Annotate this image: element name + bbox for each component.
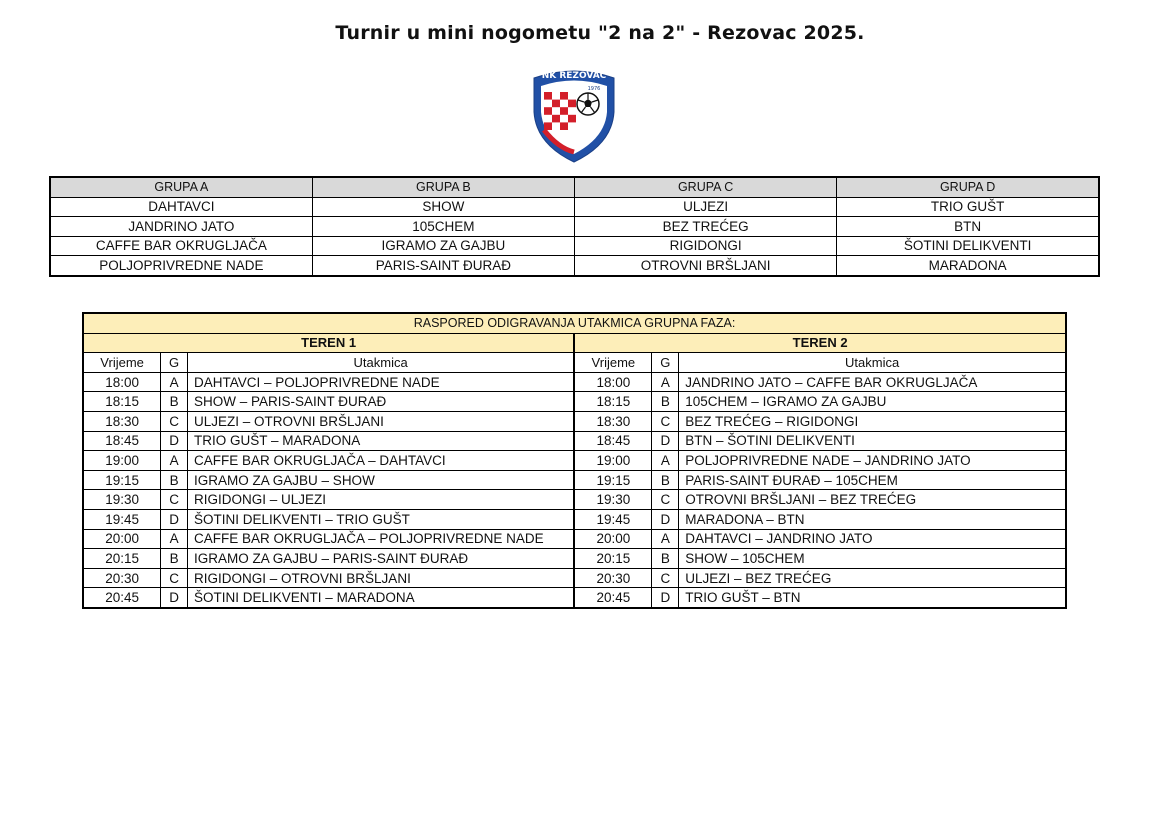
match-pairing-cell: BTN – ŠOTINI DELIKVENTI (679, 431, 1066, 451)
match-time-cell: 19:15 (574, 470, 652, 490)
match-time-cell: 18:15 (83, 392, 161, 412)
club-crest-svg (528, 62, 620, 164)
team-name-cell: POLJOPRIVREDNE NADE (50, 256, 312, 276)
club-name-logo-text: NK REZOVAC (541, 71, 607, 81)
groups-row (50, 236, 1099, 256)
team-name-cell: MARADONA (837, 256, 1099, 276)
match-time-cell: 20:00 (574, 529, 652, 549)
match-pairing-cell: CAFFE BAR OKRUGLJAČA – POLJOPRIVREDNE NADE (188, 529, 575, 549)
team-name-cell: CAFFE BAR OKRUGLJAČA (50, 236, 312, 256)
match-pairing-cell: ULJEZI – BEZ TREĆEG (679, 568, 1066, 588)
match-time-cell: 18:15 (574, 392, 652, 412)
team-name-cell: DAHTAVCI (50, 197, 312, 217)
groups-row (50, 256, 1099, 276)
time-column-header: Vrijeme (83, 353, 161, 373)
match-pairing-cell: IGRAMO ZA GAJBU – PARIS-SAINT ĐURAĐ (188, 549, 575, 569)
match-group-cell: D (652, 509, 679, 529)
club-year-logo-text: 1976 (587, 86, 601, 92)
match-time-cell: 20:15 (574, 549, 652, 569)
match-group-cell: D (652, 431, 679, 451)
groups-row (50, 217, 1099, 237)
match-group-cell: A (161, 372, 188, 392)
team-name-cell: JANDRINO JATO (50, 217, 312, 237)
teren-1-header: TEREN 1 (83, 333, 574, 353)
groups-header-row (50, 177, 1099, 197)
match-pairing-cell: ŠOTINI DELIKVENTI – MARADONA (188, 588, 575, 608)
schedule-row (83, 549, 1066, 569)
team-name-cell: TRIO GUŠT (837, 197, 1099, 217)
time-column-header: Vrijeme (574, 353, 652, 373)
match-group-cell: B (652, 392, 679, 412)
match-column-header: Utakmica (679, 353, 1066, 373)
group-header: GRUPA D (837, 177, 1099, 197)
match-time-cell: 18:30 (574, 411, 652, 431)
match-pairing-cell: ULJEZI – OTROVNI BRŠLJANI (188, 411, 575, 431)
schedule-row (83, 509, 1066, 529)
match-time-cell: 18:45 (574, 431, 652, 451)
match-pairing-cell: PARIS-SAINT ĐURAĐ – 105CHEM (679, 470, 1066, 490)
match-pairing-cell: DAHTAVCI – JANDRINO JATO (679, 529, 1066, 549)
match-time-cell: 19:00 (574, 451, 652, 471)
group-column-header: G (652, 353, 679, 373)
match-time-cell: 20:30 (574, 568, 652, 588)
match-pairing-cell: ŠOTINI DELIKVENTI – TRIO GUŠT (188, 509, 575, 529)
match-time-cell: 19:00 (83, 451, 161, 471)
match-group-cell: C (652, 568, 679, 588)
match-pairing-cell: SHOW – 105CHEM (679, 549, 1066, 569)
team-name-cell: IGRAMO ZA GAJBU (312, 236, 574, 256)
match-group-cell: A (652, 372, 679, 392)
match-time-cell: 20:30 (83, 568, 161, 588)
match-pairing-cell: TRIO GUŠT – BTN (679, 588, 1066, 608)
match-group-cell: C (161, 490, 188, 510)
match-pairing-cell: BEZ TREĆEG – RIGIDONGI (679, 411, 1066, 431)
club-crest-logo (528, 62, 620, 164)
team-name-cell: ULJEZI (575, 197, 837, 217)
schedule-row (83, 411, 1066, 431)
schedule-caption: RASPORED ODIGRAVANJA UTAKMICA GRUPNA FAZA: (83, 313, 1066, 333)
match-group-cell: D (161, 431, 188, 451)
match-time-cell: 18:00 (574, 372, 652, 392)
match-pairing-cell: IGRAMO ZA GAJBU – SHOW (188, 470, 575, 490)
match-time-cell: 19:45 (83, 509, 161, 529)
match-time-cell: 20:45 (574, 588, 652, 608)
match-group-cell: D (652, 588, 679, 608)
match-pairing-cell: TRIO GUŠT – MARADONA (188, 431, 575, 451)
match-time-cell: 19:45 (574, 509, 652, 529)
match-group-cell: C (652, 490, 679, 510)
schedule-row (83, 451, 1066, 471)
match-pairing-cell: CAFFE BAR OKRUGLJAČA – DAHTAVCI (188, 451, 575, 471)
team-name-cell: RIGIDONGI (575, 236, 837, 256)
match-time-cell: 18:45 (83, 431, 161, 451)
match-group-cell: C (161, 411, 188, 431)
match-group-cell: B (161, 470, 188, 490)
match-time-cell: 20:45 (83, 588, 161, 608)
match-group-cell: A (652, 529, 679, 549)
team-name-cell: 105CHEM (312, 217, 574, 237)
match-pairing-cell: RIGIDONGI – ULJEZI (188, 490, 575, 510)
match-time-cell: 19:15 (83, 470, 161, 490)
match-pairing-cell: OTROVNI BRŠLJANI – BEZ TREĆEG (679, 490, 1066, 510)
match-group-cell: C (652, 411, 679, 431)
match-time-cell: 18:00 (83, 372, 161, 392)
schedule-table (82, 312, 1067, 609)
schedule-row (83, 588, 1066, 608)
football-icon (577, 93, 599, 115)
match-group-cell: A (652, 451, 679, 471)
match-time-cell: 18:30 (83, 411, 161, 431)
match-pairing-cell: JANDRINO JATO – CAFFE BAR OKRUGLJAČA (679, 372, 1066, 392)
match-group-cell: B (652, 549, 679, 569)
group-header: GRUPA A (50, 177, 312, 197)
match-group-cell: B (652, 470, 679, 490)
match-pairing-cell: 105CHEM – IGRAMO ZA GAJBU (679, 392, 1066, 412)
match-group-cell: C (161, 568, 188, 588)
teren-2-header: TEREN 2 (574, 333, 1066, 353)
groups-table (49, 176, 1100, 277)
match-column-header: Utakmica (188, 353, 575, 373)
match-group-cell: A (161, 451, 188, 471)
match-pairing-cell: SHOW – PARIS-SAINT ĐURAĐ (188, 392, 575, 412)
match-pairing-cell: MARADONA – BTN (679, 509, 1066, 529)
groups-row (50, 197, 1099, 217)
team-name-cell: BTN (837, 217, 1099, 237)
team-name-cell: BEZ TREĆEG (575, 217, 837, 237)
match-group-cell: D (161, 509, 188, 529)
group-column-header: G (161, 353, 188, 373)
match-time-cell: 19:30 (83, 490, 161, 510)
team-name-cell: SHOW (312, 197, 574, 217)
schedule-row (83, 392, 1066, 412)
team-name-cell: ŠOTINI DELIKVENTI (837, 236, 1099, 256)
schedule-row (83, 372, 1066, 392)
match-group-cell: B (161, 549, 188, 569)
schedule-row (83, 529, 1066, 549)
checkerboard-icon (544, 92, 576, 130)
schedule-row (83, 470, 1066, 490)
match-pairing-cell: RIGIDONGI – OTROVNI BRŠLJANI (188, 568, 575, 588)
schedule-row (83, 568, 1066, 588)
match-pairing-cell: POLJOPRIVREDNE NADE – JANDRINO JATO (679, 451, 1066, 471)
schedule-body (83, 372, 1066, 608)
schedule-row (83, 431, 1066, 451)
match-group-cell: B (161, 392, 188, 412)
match-pairing-cell: DAHTAVCI – POLJOPRIVREDNE NADE (188, 372, 575, 392)
schedule-row (83, 490, 1066, 510)
match-group-cell: A (161, 529, 188, 549)
groups-body (50, 197, 1099, 276)
team-name-cell: OTROVNI BRŠLJANI (575, 256, 837, 276)
match-time-cell: 20:00 (83, 529, 161, 549)
match-time-cell: 20:15 (83, 549, 161, 569)
page-title: Turnir u mini nogometu "2 na 2" - Rezovac 2025. (335, 22, 865, 44)
team-name-cell: PARIS-SAINT ĐURAĐ (312, 256, 574, 276)
match-time-cell: 19:30 (574, 490, 652, 510)
group-header: GRUPA C (575, 177, 837, 197)
match-group-cell: D (161, 588, 188, 608)
group-header: GRUPA B (312, 177, 574, 197)
